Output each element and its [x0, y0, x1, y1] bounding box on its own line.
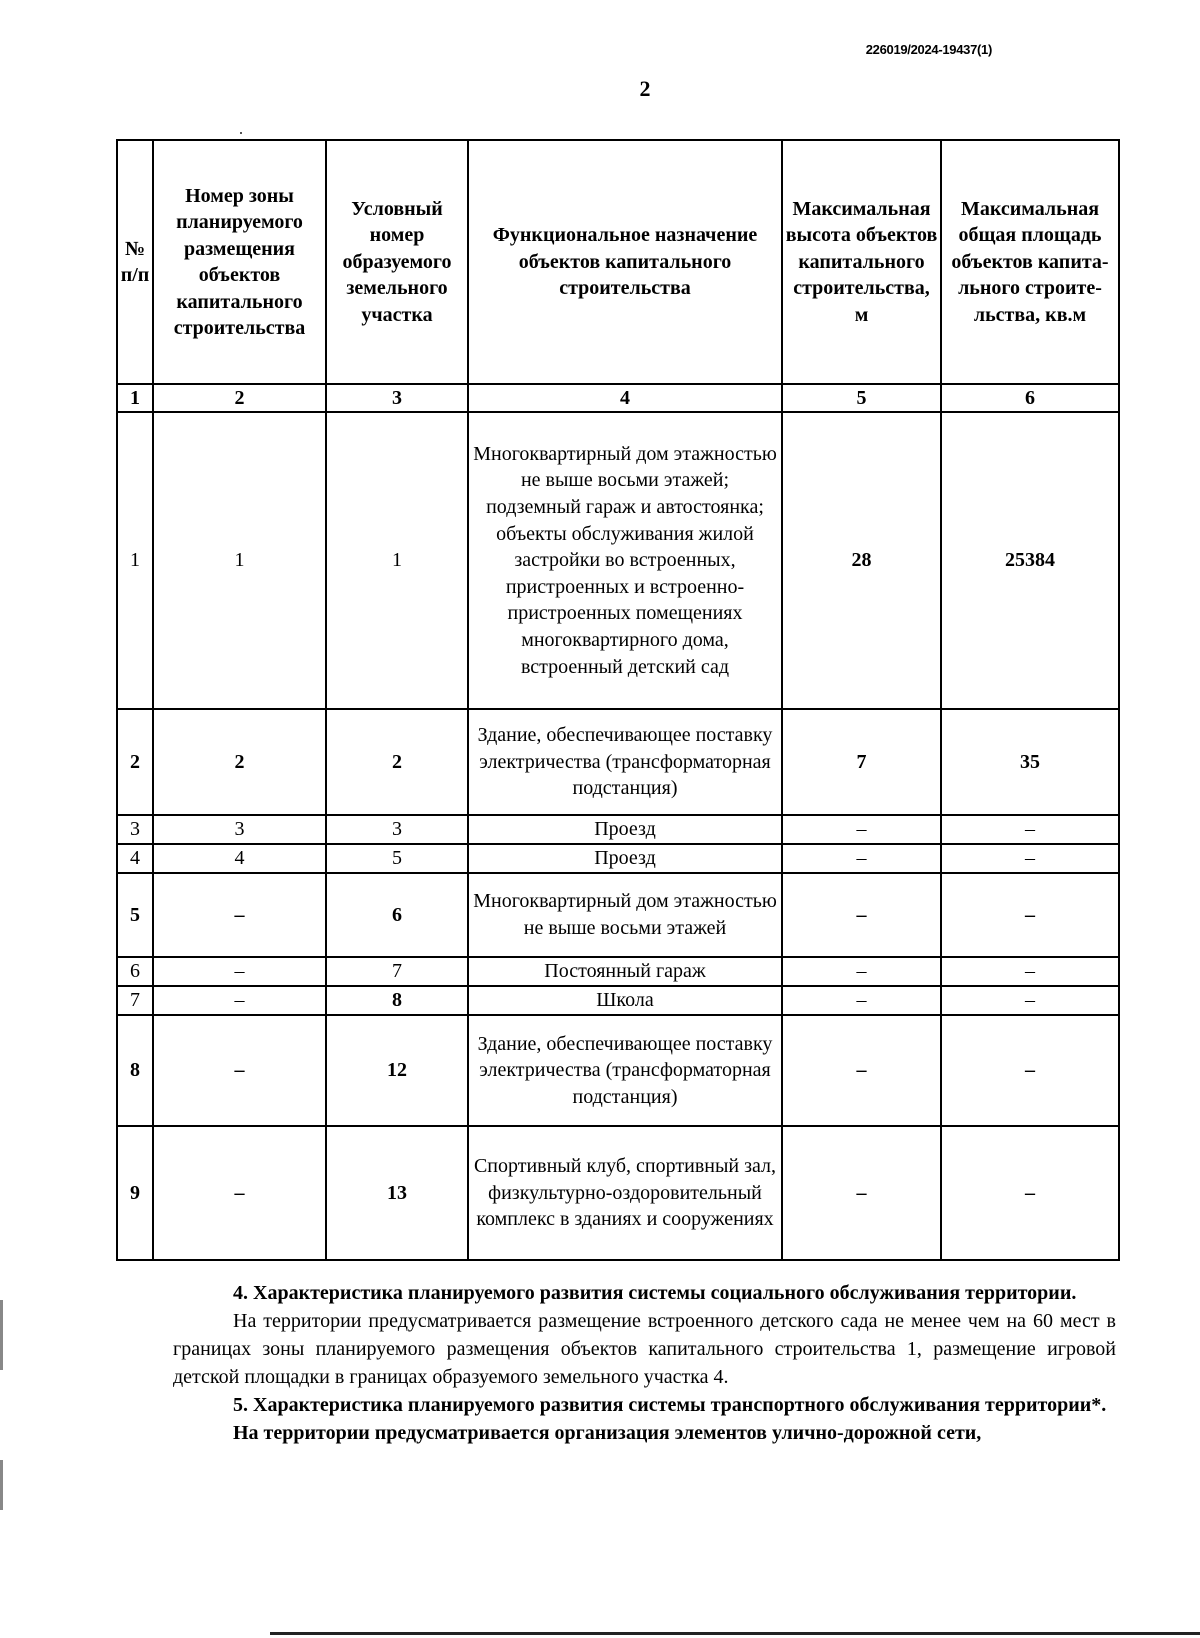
table-row: [117, 412, 1119, 709]
plot-cell: 5: [326, 844, 468, 873]
row-number: 3: [117, 815, 153, 844]
page-number: 2: [639, 76, 651, 101]
section-5-paragraph: На территории предусматривается организация элементов улично-дорожной сети,: [233, 1422, 982, 1444]
scan-edge-mark: [0, 1460, 3, 1510]
column-number: 5: [782, 384, 941, 412]
table-header-row: [117, 140, 1119, 384]
header-cell: Максимальная высота объектов капитального строительства, м: [782, 140, 941, 384]
area-cell: –: [941, 844, 1119, 873]
header-cell: Максимальная общая площадь объектов капитального строительства, кв.м: [941, 140, 1119, 384]
row-number: 4: [117, 844, 153, 873]
document-number: 226019/2024-19437(1): [865, 42, 992, 57]
plot-cell: 8: [326, 986, 468, 1015]
purpose-cell: Здание, обеспечивающее поставку электричества (трансформаторная подстанция): [468, 1015, 782, 1126]
purpose-cell: Постоянный гараж: [468, 957, 782, 986]
row-number: 6: [117, 957, 153, 986]
column-number-row: [117, 384, 1119, 412]
area-cell: 35: [941, 709, 1119, 815]
row-number: 7: [117, 986, 153, 1015]
area-cell: –: [941, 957, 1119, 986]
purpose-cell: Многоквартирный дом этажностью не выше восьми этажей: [468, 873, 782, 957]
column-number: 1: [117, 384, 153, 412]
plot-cell: 1: [326, 412, 468, 709]
plot-cell: 7: [326, 957, 468, 986]
zone-cell: 2: [153, 709, 326, 815]
height-cell: 28: [782, 412, 941, 709]
purpose-cell: Спортивный клуб, спортивный зал, физкультурно-оздоровительный комплекс в зданиях и сооружениях: [468, 1126, 782, 1260]
height-cell: –: [782, 1015, 941, 1126]
plot-cell: 2: [326, 709, 468, 815]
row-number: 8: [117, 1015, 153, 1126]
column-number: 2: [153, 384, 326, 412]
purpose-cell: Проезд: [468, 844, 782, 873]
column-number: 3: [326, 384, 468, 412]
plot-cell: 3: [326, 815, 468, 844]
zone-cell: –: [153, 957, 326, 986]
height-cell: –: [782, 815, 941, 844]
purpose-cell: Школа: [468, 986, 782, 1015]
scan-edge-mark: [0, 1300, 3, 1370]
height-cell: –: [782, 986, 941, 1015]
area-cell: –: [941, 815, 1119, 844]
zone-cell: –: [153, 873, 326, 957]
area-cell: –: [941, 986, 1119, 1015]
height-cell: –: [782, 873, 941, 957]
section-4-heading: 4. Характеристика планируемого развития системы социального обслуживания территории.: [233, 1282, 1077, 1304]
body-text: [173, 1279, 1116, 1447]
area-cell: –: [941, 1126, 1119, 1260]
area-cell: –: [941, 1015, 1119, 1126]
plot-cell: 12: [326, 1015, 468, 1126]
zone-cell: 3: [153, 815, 326, 844]
row-number: 2: [117, 709, 153, 815]
zone-cell: –: [153, 986, 326, 1015]
area-cell: –: [941, 873, 1119, 957]
purpose-cell: Здание, обеспечивающее поставку электричества (трансформаторная подстанция): [468, 709, 782, 815]
zone-cell: –: [153, 1126, 326, 1260]
header-cell: № п/п: [117, 140, 153, 384]
header-cell: Номер зоны планируемого размещения объектов капитального строительства: [153, 140, 326, 384]
height-cell: 7: [782, 709, 941, 815]
planning-table: [116, 139, 1120, 1261]
table-row: [117, 873, 1119, 957]
height-cell: –: [782, 1126, 941, 1260]
table-row: [117, 1015, 1119, 1126]
scan-bottom-edge: [270, 1632, 1200, 1635]
table-row: [117, 986, 1119, 1015]
area-cell: 25384: [941, 412, 1119, 709]
table-row: [117, 844, 1119, 873]
table-row: [117, 815, 1119, 844]
section-4-paragraph: На территории предусматривается размещение встроенного детского сада не менее чем на 60 мест в границах зоны планируемого размещения объектов капитального строительства 1, размещение игровой детской площадки в границах образуемого земельного участка 4.: [173, 1310, 1116, 1388]
row-number: 1: [117, 412, 153, 709]
table-row: [117, 1126, 1119, 1260]
row-number: 9: [117, 1126, 153, 1260]
header-cell: Условный номер образуемого земельного участка: [326, 140, 468, 384]
row-number: 5: [117, 873, 153, 957]
height-cell: –: [782, 957, 941, 986]
section-5-heading: 5. Характеристика планируемого развития системы транспортного обслуживания территории*.: [233, 1394, 1107, 1416]
purpose-cell: Проезд: [468, 815, 782, 844]
plot-cell: 6: [326, 873, 468, 957]
header-cell: Функциональное назначение объектов капитального строительства: [468, 140, 782, 384]
purpose-cell: Многоквартирный дом этажностью не выше восьми этажей; подземный гараж и автостоянка; объекты обслуживания жилой застройки во встроенных, пристроенных и встроенно-пристроенных помещениях многоквартирного дома, встроенный детский сад: [468, 412, 782, 709]
column-number: 6: [941, 384, 1119, 412]
zone-cell: –: [153, 1015, 326, 1126]
plot-cell: 13: [326, 1126, 468, 1260]
scan-dot: [240, 132, 242, 134]
zone-cell: 4: [153, 844, 326, 873]
table-row: [117, 709, 1119, 815]
table-row: [117, 957, 1119, 986]
zone-cell: 1: [153, 412, 326, 709]
height-cell: –: [782, 844, 941, 873]
column-number: 4: [468, 384, 782, 412]
